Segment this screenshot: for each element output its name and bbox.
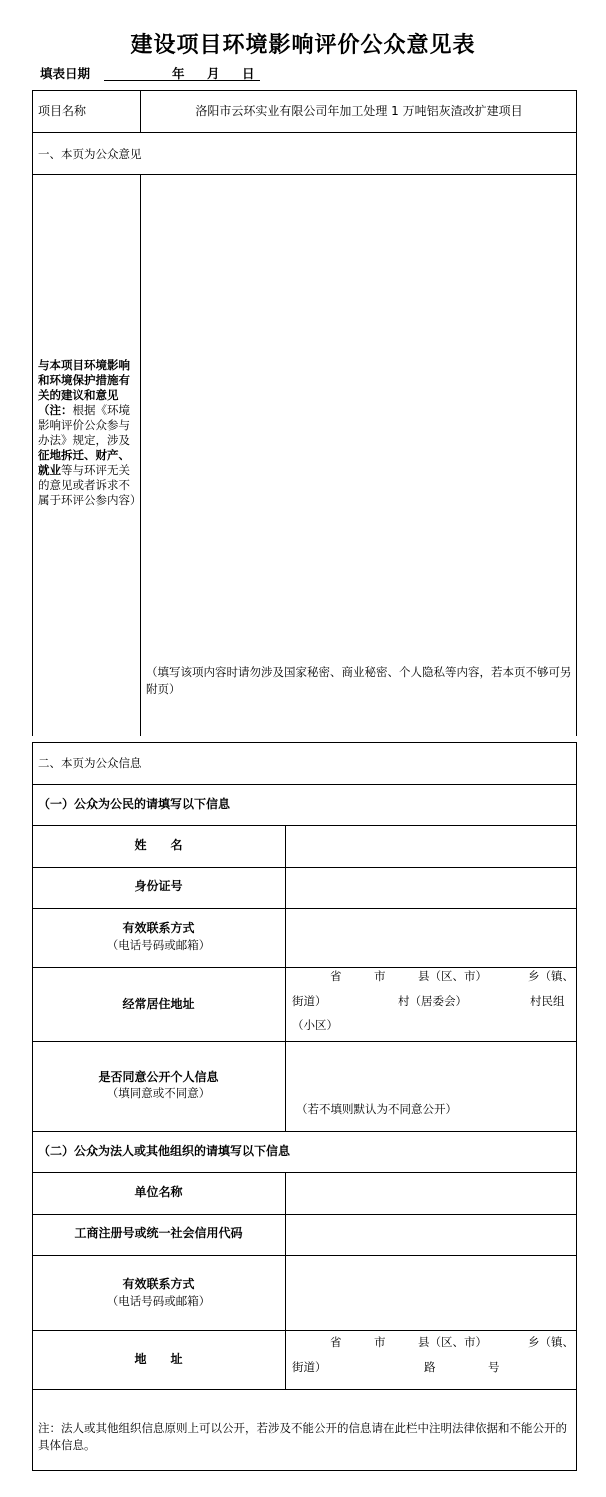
org-contact-label: 有效联系方式 (122, 1277, 195, 1291)
project-name-value: 洛阳市云环实业有限公司年加工处理 1 万吨铝灰渣改扩建项目 (195, 104, 523, 118)
org-address-road: 路 (424, 1360, 436, 1374)
opinion-label-part: 征地拆迁、财产、就业 (38, 448, 130, 477)
row-line (32, 1330, 577, 1331)
consent-note: （若不填则默认为不同意公开） (296, 1102, 457, 1116)
address-village: 村（居委会） (398, 994, 467, 1008)
opinion-label-part: 等与环评无关的意见或者诉求不属于环评公参内容） (38, 463, 142, 507)
citizen-name-input[interactable] (288, 828, 574, 866)
citizen-contact-label: 有效联系方式 (122, 921, 195, 935)
project-name-label: 项目名称 (38, 104, 87, 118)
citizen-contact-sub: （电话号码或邮箱） (106, 938, 211, 952)
consent-sub: （填同意或不同意） (106, 1086, 211, 1100)
date-month-label: 月 (207, 66, 220, 81)
row-line (32, 867, 577, 868)
row-line (32, 825, 577, 826)
address-city: 市 (374, 969, 386, 983)
org-address-number: 号 (488, 1360, 500, 1374)
citizen-id-label: 身份证号 (134, 879, 183, 893)
date-year-label: 年 (172, 66, 185, 81)
address-province: 省 (330, 969, 342, 983)
org-reg-label: 工商注册号或统一社会信用代码 (74, 1226, 243, 1240)
citizen-address-label: 经常居住地址 (122, 997, 195, 1011)
org-unit-input[interactable] (288, 1175, 574, 1213)
citizen-divider (285, 825, 286, 1131)
project-row-divider (140, 90, 141, 132)
org-heading: （二）公众为法人或其他组织的请填写以下信息 (38, 1144, 291, 1158)
address-county: 县（区、市） (418, 969, 487, 983)
row-line (32, 967, 577, 968)
opinion-label-part: 与本项目环境影响和环境保护措施有关的建议和意见 (38, 358, 130, 402)
address-street: 街道） (292, 994, 327, 1008)
org-address-county: 县（区、市） (418, 1335, 487, 1349)
section1-heading: 一、本页为公众意见 (38, 147, 142, 161)
row-line (32, 1041, 577, 1042)
org-divider (285, 1172, 286, 1389)
org-contact-input[interactable] (288, 1258, 574, 1328)
citizen-name-label: 姓 名 (134, 838, 183, 852)
row-line (32, 1214, 577, 1215)
row-line (32, 132, 577, 133)
row-line (32, 1172, 577, 1173)
row-line (32, 1255, 577, 1256)
opinion-label (38, 358, 142, 508)
opinion-note: （填写该项内容时请勿涉及国家秘密、商业秘密、个人隐私等内容，若本页不够可另附页） (146, 665, 572, 696)
consent-input[interactable] (288, 1044, 574, 1096)
address-community: （小区） (292, 1018, 338, 1032)
row-line (32, 908, 577, 909)
citizen-contact-input[interactable] (288, 911, 574, 965)
fill-date-label: 填表日期 (40, 66, 91, 81)
org-reg-input[interactable] (288, 1217, 574, 1253)
opinion-label-part: 根据《环境影响评价公众参与办法》规定，涉及 (38, 403, 130, 447)
address-township: 乡（镇、 (528, 969, 574, 983)
row-line (32, 174, 577, 175)
opinion-divider (140, 174, 141, 740)
org-address-township: 乡（镇、 (528, 1335, 574, 1349)
footnote: 注：法人或其他组织信息原则上可以公开，若涉及不能公开的信息请在此栏中注明法律依据和不能公开的具体信息。 (38, 1421, 567, 1452)
org-contact-sub: （电话号码或邮箱） (106, 1294, 211, 1308)
row-line (32, 1389, 577, 1390)
row-line (32, 1131, 577, 1132)
address-group: 村民组 (530, 994, 565, 1008)
org-address-street: 街道） (292, 1360, 327, 1374)
page-title: 建设项目环境影响评价公众意见表 (130, 33, 476, 58)
opinion-input-area[interactable] (142, 178, 574, 658)
consent-label: 是否同意公开个人信息 (98, 1070, 219, 1084)
row-line (32, 784, 577, 785)
org-address-label: 地 址 (134, 1352, 183, 1366)
org-unit-label: 单位名称 (134, 1185, 183, 1199)
org-address-province: 省 (330, 1335, 342, 1349)
citizen-id-input[interactable] (288, 870, 574, 906)
citizen-heading: （一）公众为公民的请填写以下信息 (38, 797, 231, 811)
org-address-city: 市 (374, 1335, 386, 1349)
opinion-label-part: （注： (38, 403, 73, 417)
section2-heading: 二、本页为公众信息 (38, 756, 142, 770)
date-day-label: 日 (242, 66, 255, 81)
